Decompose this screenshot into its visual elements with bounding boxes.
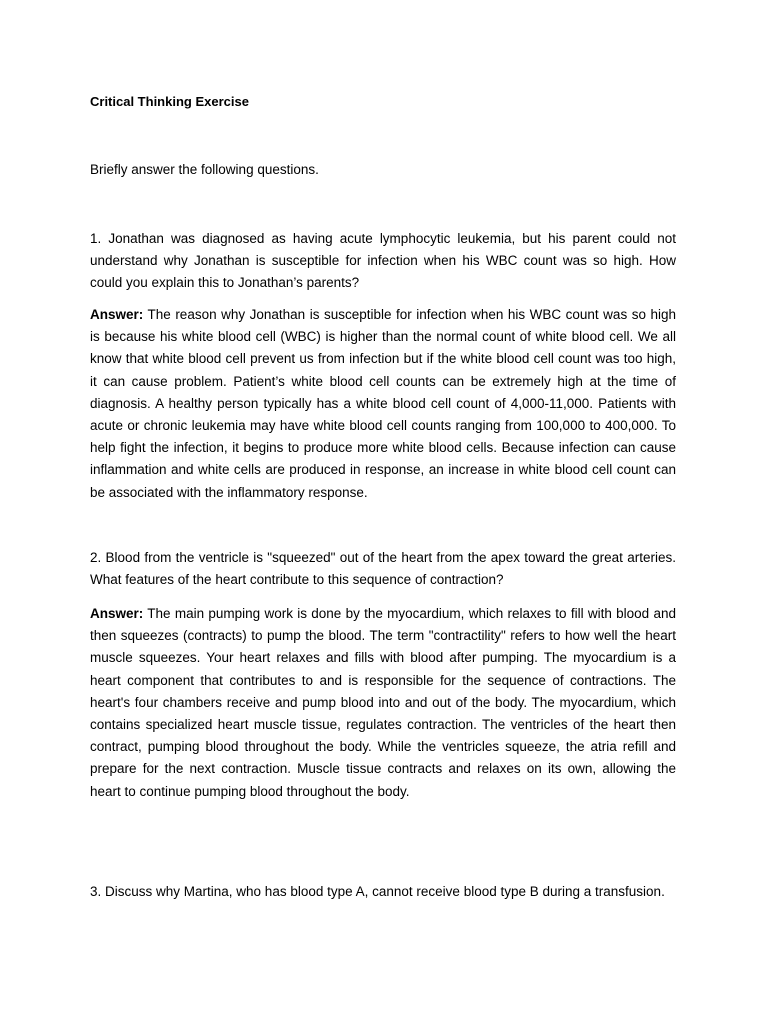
question-2: 2. Blood from the ventricle is "squeezed" out of the heart from the apex toward the great arteries. What features of the heart contribute to this sequence of contraction?: [90, 550, 676, 588]
answer-label: Answer:: [90, 606, 144, 621]
answer-1-text: The reason why Jonathan is susceptible for infection when his WBC count was so high is because his white blood cell (WBC) is higher than the normal count of white blood cell. We all know that white blood cell prevent us from infection but if the white blood cell count was too high, it can cause problem. Patient’s white blood cell counts can be extremely high at the time of diagnosis. A healthy person typically has a white blood cell count of 4,000-11,000. Patients with acute or chronic leukemia may have white blood cell counts ranging from 100,000 to 400,000. To help fight the infection, it begins to produce more white blood cells. Because infection can cause inflammation and white cells are produced in response, an increase in white blood cell count can be associated with the inflammatory response.: [90, 307, 676, 500]
answer-label: Answer:: [90, 307, 144, 322]
answer-2-text: The main pumping work is done by the myocardium, which relaxes to fill with blood and then squeezes (contracts) to pump the blood. The term "contractility" refers to how well the heart muscle squeezes. Your heart relaxes and fills with blood after pumping. The myocardium is a heart component that contributes to and is responsible for the sequence of contractions. The heart's four chambers receive and pump blood into and out of the body. The myocardium, which contains specialized heart muscle tissue, regulates contraction. The ventricles of the heart then contract, pumping blood throughout the body. While the ventricles squeeze, the atria refill and prepare for the next contraction. Muscle tissue contracts and relaxes on its own, allowing the heart to continue pumping blood throughout the body.: [90, 606, 676, 799]
document-title: Critical Thinking Exercise: [90, 94, 249, 109]
question-1: 1. Jonathan was diagnosed as having acute lymphocytic leukemia, but his parent could not understand why Jonathan is susceptible for infection when his WBC count was so high. How could you explain this to Jonathan’s parents?: [90, 231, 676, 291]
instructions-text: Briefly answer the following questions.: [90, 162, 319, 177]
answer-1: [90, 304, 676, 504]
answer-2: [90, 603, 676, 803]
question-3: 3. Discuss why Martina, who has blood type A, cannot receive blood type B during a transfusion.: [90, 884, 665, 899]
